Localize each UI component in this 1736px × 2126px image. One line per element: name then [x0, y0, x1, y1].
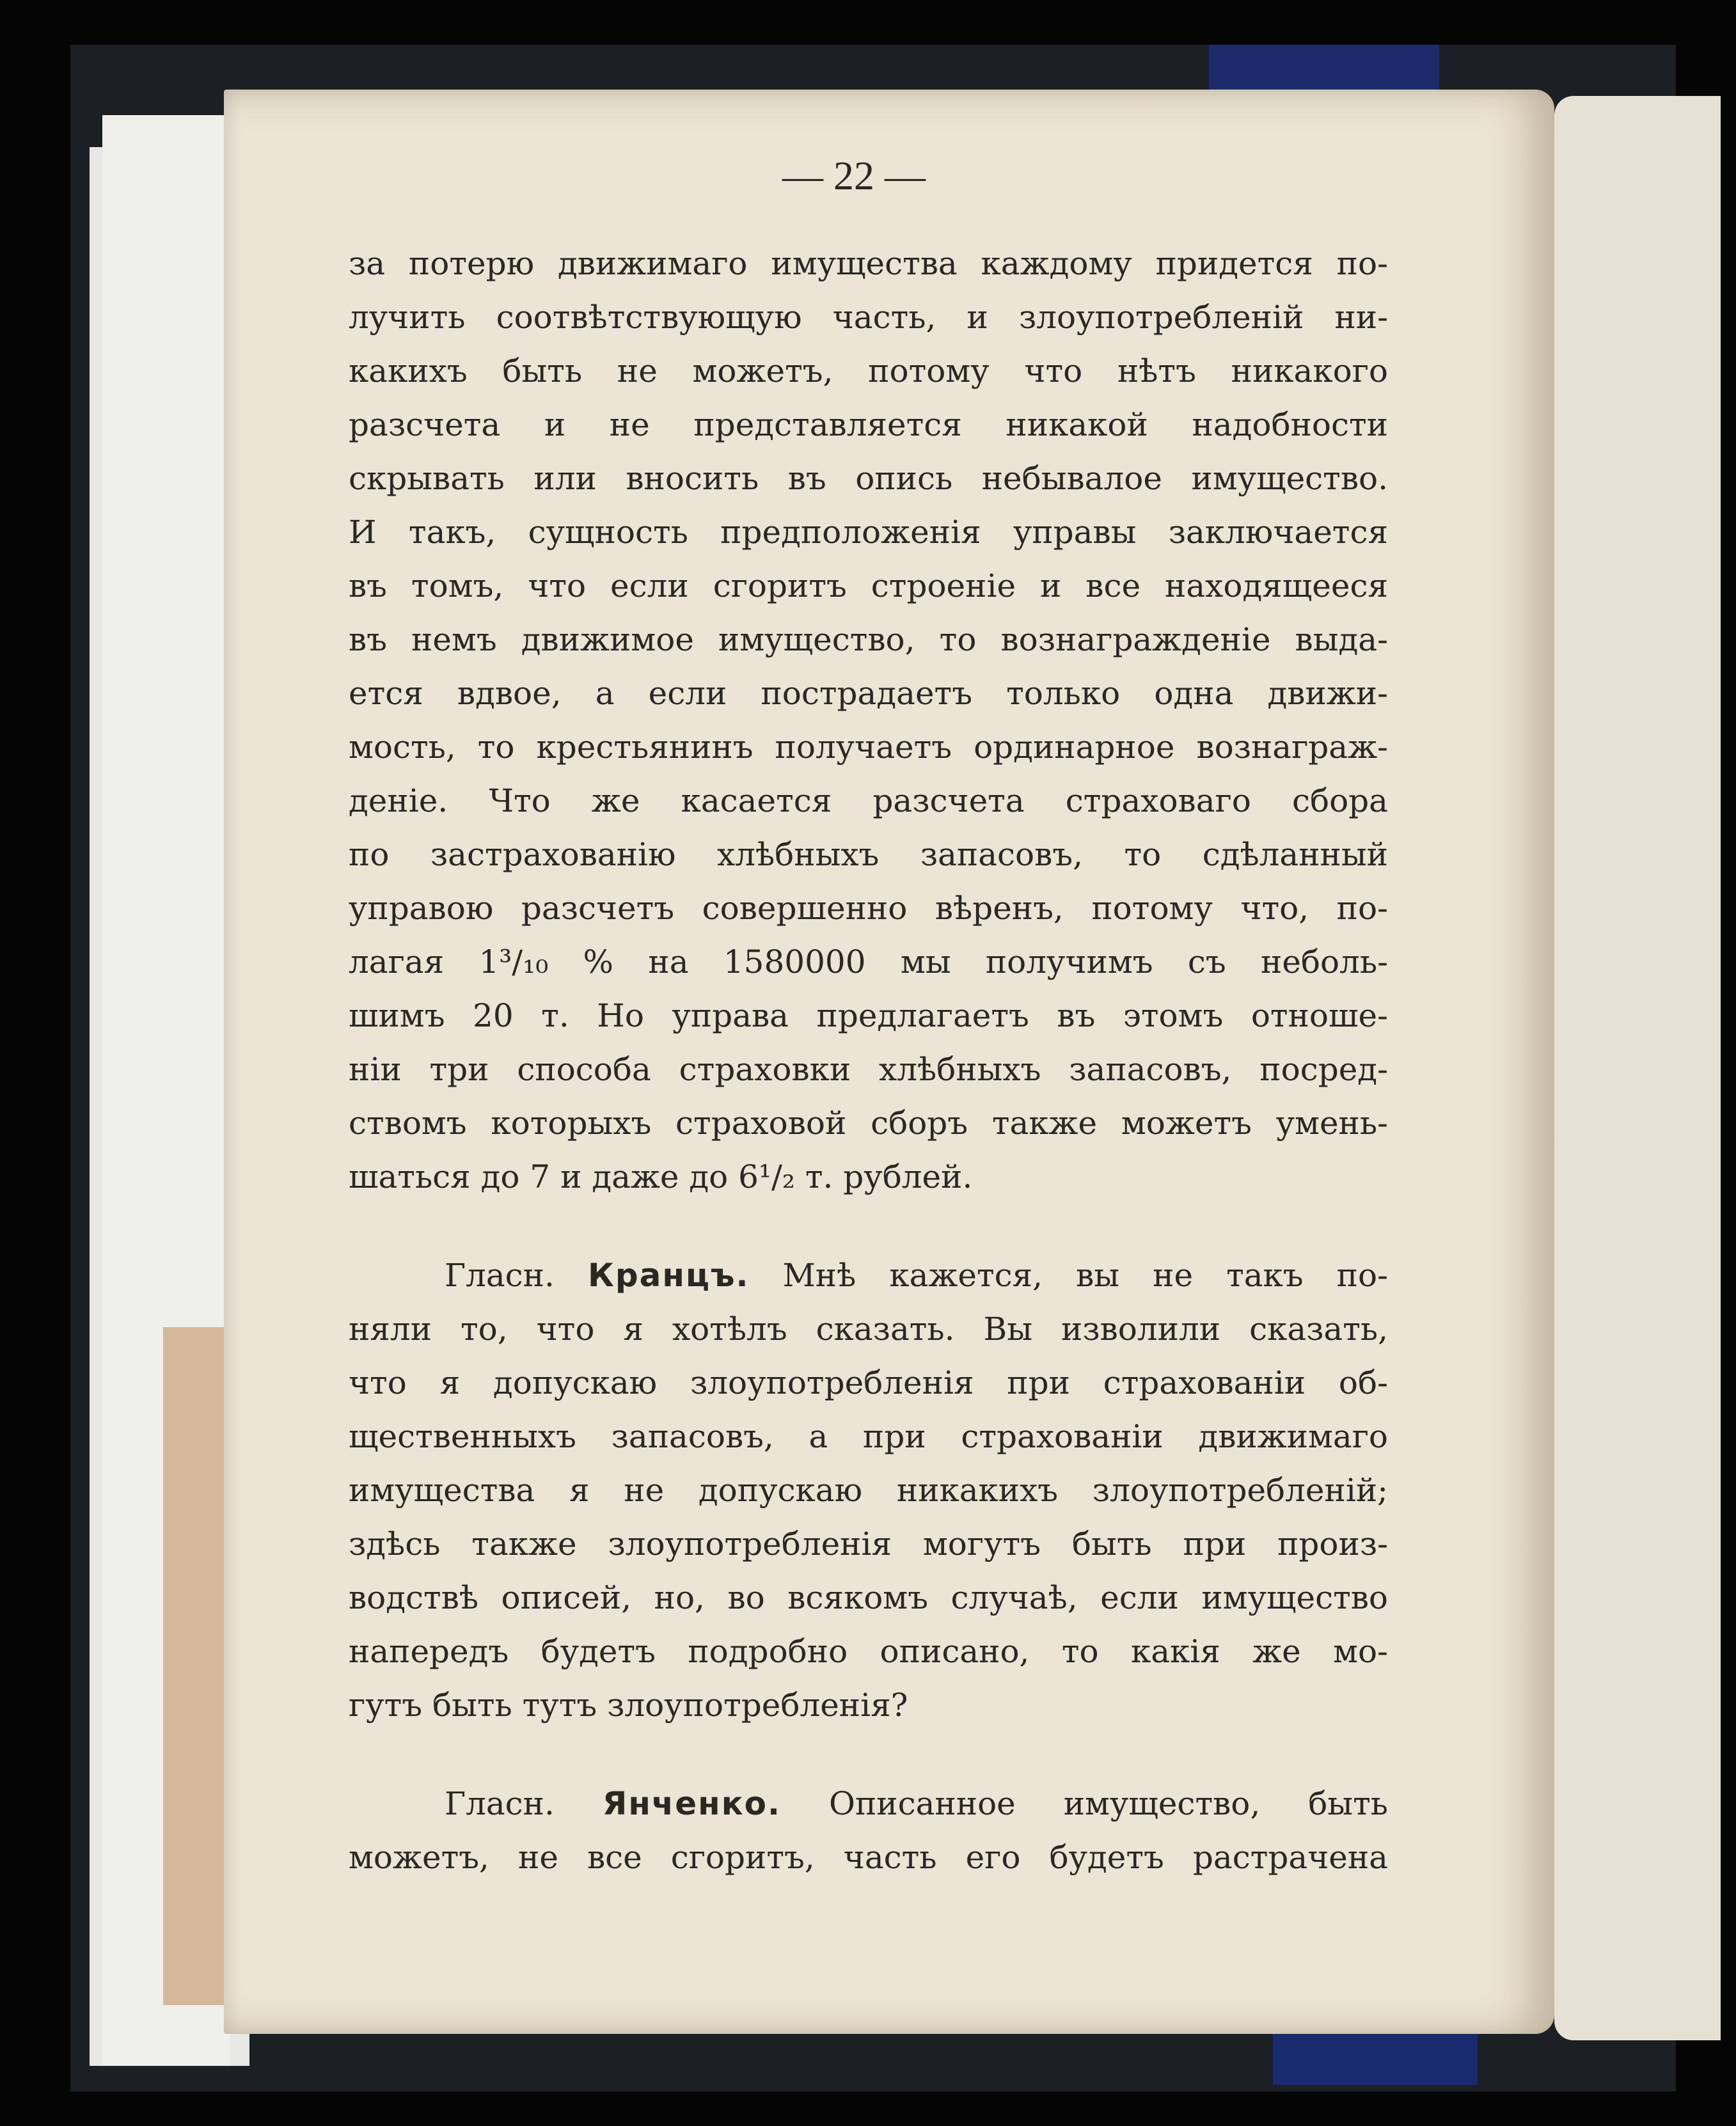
speech-kranz-first-line [349, 1248, 1388, 1302]
text-line: можетъ, не все сгоритъ, часть его будетъ растрачена [349, 1839, 1388, 1876]
text-line: ствомъ которыхъ страховой сборъ также можетъ умень- [349, 1105, 1388, 1142]
text-line: щественныхъ запасовъ, а при страхованіи движимаго [349, 1418, 1388, 1455]
text-line: здѣсь также злоупотребленія могутъ быть при произ- [349, 1525, 1388, 1563]
text-line: какихъ быть не можетъ, потому что нѣтъ никакого [349, 352, 1388, 390]
text-line: няли то, что я хотѣлъ сказать. Вы изволили сказать, [349, 1311, 1388, 1348]
text-line: лучить соотвѣтствующую часть, и злоупотребленій ни- [349, 299, 1388, 336]
text-line: шимъ 20 т. Но управа предлагаетъ въ этомъ отноше- [349, 997, 1388, 1034]
text-line: что я допускаю злоупотребленія при страхованіи об- [349, 1364, 1388, 1401]
text-line: управою разсчетъ совершенно вѣренъ, потому что, по- [349, 890, 1388, 927]
text-line: напередъ будетъ подробно описано, то какія же мо- [349, 1633, 1388, 1670]
speaker-name: Янченко. [602, 1785, 781, 1822]
speech-yanchenko-first-line [349, 1777, 1388, 1831]
speaker-line-text: Описанное имущество, быть [828, 1785, 1388, 1822]
page-number: — 22 — [782, 153, 926, 198]
text-line: деніе. Что же касается разсчета страховаго сбора [349, 782, 1388, 819]
text-line: ется вдвое, а если пострадаетъ только одна движи- [349, 675, 1388, 712]
text-line: мость, то крестьянинъ получаетъ ординарное вознаграж- [349, 728, 1388, 766]
text-line: въ немъ движимое имущество, то вознагражденіе выда- [349, 621, 1388, 658]
text-line: по застрахованію хлѣбныхъ запасовъ, то сдѣланный [349, 836, 1388, 873]
speaker-title: Гласн. [445, 1785, 555, 1822]
speaker-line-text: Мнѣ кажется, вы не такъ по- [782, 1257, 1388, 1294]
text-line: И такъ, сущность предположенія управы заключается [349, 514, 1388, 551]
speaker-title: Гласн. [445, 1257, 555, 1294]
text-line: шаться до 7 и даже до 6¹/₂ т. рублей. [349, 1158, 973, 1195]
text-line: въ томъ, что если сгоритъ строеніе и все находящееся [349, 567, 1388, 604]
speaker-name: Кранцъ. [587, 1257, 750, 1294]
text-line: гутъ быть тутъ злоупотребленія? [349, 1687, 908, 1724]
text-line: лагая 1³/₁₀ % на 1580000 мы получимъ съ неболь- [349, 943, 1388, 980]
facing-page [1554, 96, 1721, 2040]
text-line: водствѣ описей, но, во всякомъ случаѣ, если имущество [349, 1579, 1388, 1616]
text-line: скрывать или вносить въ опись небывалое имущество. [349, 460, 1388, 497]
text-line: ніи три способа страховки хлѣбныхъ запасовъ, посред- [349, 1051, 1388, 1088]
text-line: разсчета и не представляется никакой надобности [349, 406, 1388, 443]
text-line: имущества я не допускаю никакихъ злоупотребленій; [349, 1472, 1388, 1509]
text-line: за потерю движимаго имущества каждому придется по- [349, 245, 1388, 282]
